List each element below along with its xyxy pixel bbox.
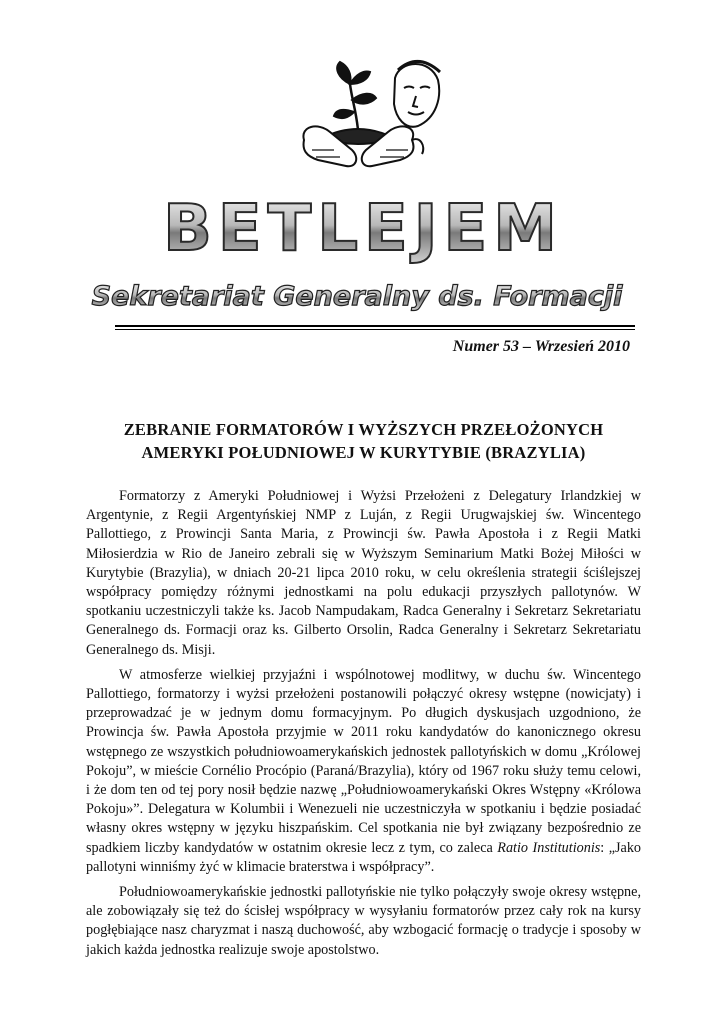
paragraph-2 (86, 666, 641, 877)
paragraph-2-text: W atmosferze wielkiej przyjaźni i wspólnotowej modlitwy, w duchu św. Wincentego Pallottiego, formatorzy i wyżsi przełożeni postanowili połączyć okresy wstępne (nowicjaty) i przeprowadzać je w jednym domu formacyjnym. Po długich dyskusjach uzgodniono, że Prowincja św. Pawła Apostoła przyjmie w 2011 roku kandydatów do kanonicznego okresu wstępnego ze wszystkich południowoamerykańskich jednostek pallotyńskich w domu „Królowej Pokoju”, w mieście Cornélio Procópio (Paraná/Brazylia), który od 1967 roku służy temu celowi, i że dom ten od tej pory nosił będzie nazwę „Południowoamerykański Okres Wstępny «Królowa Pokoju»”. Delegatura w Kolumbii i Wenezueli nie uczestniczyła w spotkaniu i będzie posiadać własny okres wstępny w języku hiszpańskim. Cel spotkania nie był związany bezpośrednio ze spadkiem liczby kandydatów w ostatnim okresie lecz z tym, co zaleca (86, 666, 641, 856)
article-title-line-2: AMERYKI POŁUDNIOWEJ W KURYTYBIE (BRAZYLIA) (141, 443, 586, 462)
paragraph-1: Formatorzy z Ameryki Południowej i Wyżsi Przełożeni z Delegatury Irlandzkiej w Argentynie, z Regii Argentyńskiej NMP z Luján, z Regii Urugwajskiej św. Wincentego Pallottiego, z Prowincji Santa Maria, z Prowincji św. Pawła Apostoła i z Regii Matki Miłosierdzia w Rio de Janeiro zebrali się w Wyższym Seminarium Matki Bożej Miłości w Kurytybie (Brazylia), w dniach 20-21 lipca 2010 roku, w celu określenia strategii ściślejszej współpracy pomiędzy różnymi jednostkami na polu edukacji przyszłych pallotynów. W spotkaniu uczestniczyli także ks. Jacob Nampudakam, Radca Generalny i Sekretarz Sekretariatu Generalnego ds. Formacji oraz ks. Gilberto Orsolin, Radca Generalny i Sekretarz Sekretariatu Generalnego ds. Misji. (86, 488, 641, 658)
ratio-institutionis-italic: Ratio Institutionis (497, 839, 601, 856)
masthead-logo (0, 0, 725, 330)
article-body (86, 487, 641, 966)
article-title (86, 418, 641, 464)
paragraph-3: Południowoamerykańskie jednostki pallotyńskie nie tylko połączyły swoje okresy wstępne, ale zobowiązały się też do ścisłej współpracy w wysyłaniu formatorów przez cały rok na kursy pogłębiające nasz charyzmat i naszą duchowość, aby wzbogacić formację o tradycje i sposoby w jakich każda jednostka realizuje swoje apostolstwo. (86, 884, 641, 958)
article-title-line-1: ZEBRANIE FORMATORÓW I WYŻSZYCH PRZEŁOŻONYCH (123, 420, 604, 439)
issue-number: Numer 53 – Wrzesień 2010 (452, 338, 630, 355)
paragraph-2-quote: : „Jako pallotyni winniśmy żyć w klimacie braterstwa i współpracy”. (86, 839, 642, 875)
logo-title: BETLEJEM (163, 192, 563, 266)
logo-subtitle: Sekretariat Generalny ds. Formacji (91, 281, 623, 312)
header-rule-thick (115, 325, 635, 327)
hands-with-seedling-illustration (303, 61, 440, 166)
header-rule-thin (115, 329, 635, 330)
